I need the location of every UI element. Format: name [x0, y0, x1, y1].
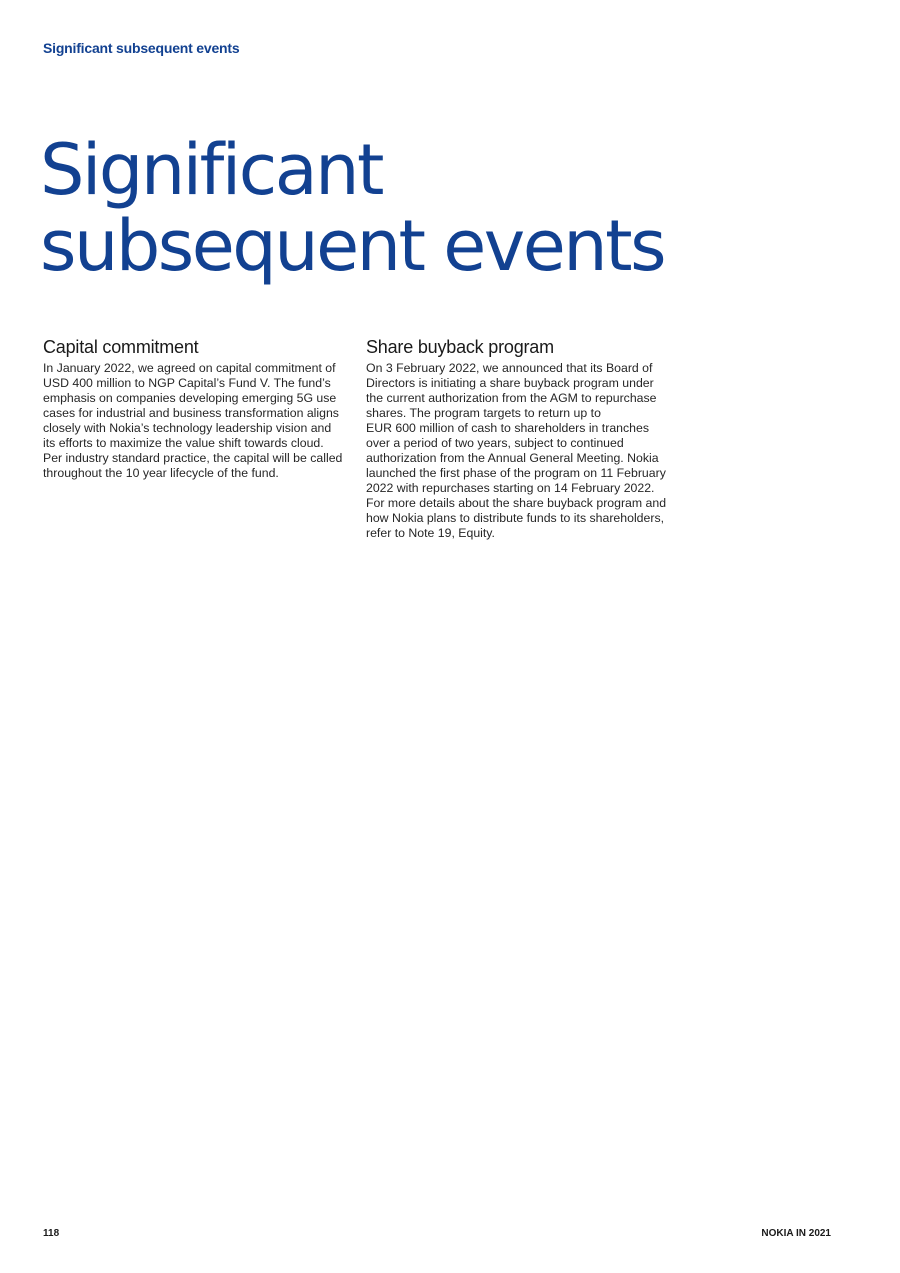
section-capital-commitment [43, 336, 348, 481]
running-header: Significant subsequent events [43, 40, 240, 56]
body-line: Per industry standard practice, the capital will be called [43, 451, 343, 465]
body-line: On 3 February 2022, we announced that its Board of [366, 361, 653, 375]
body-line: shares. The program targets to return up to [366, 406, 601, 420]
body-line: For more details about the share buyback program and [366, 496, 667, 510]
body-line: its efforts to maximize the value shift towards cloud. [43, 436, 324, 450]
body-line: EUR 600 million of cash to shareholders in tranches [366, 421, 649, 435]
body-line: launched the first phase of the program on 11 February [366, 466, 666, 480]
body-line: USD 400 million to NGP Capital’s Fund V. The fund’s [43, 376, 331, 390]
page-number: 118 [43, 1228, 60, 1239]
body-line: how Nokia plans to distribute funds to its shareholders, [366, 511, 665, 525]
section-heading: Capital commitment [43, 337, 199, 357]
body-line: over a period of two years, subject to continued [366, 436, 624, 450]
body-line: cases for industrial and business transformation aligns [43, 406, 339, 420]
page-title [40, 129, 740, 287]
body-line: closely with Nokia’s technology leadership vision and [43, 421, 332, 435]
body-line: In January 2022, we agreed on capital commitment of [43, 361, 336, 375]
page-title-line-2: subsequent events [40, 205, 665, 287]
body-line: Directors is initiating a share buyback program under [366, 376, 654, 390]
section-body [366, 361, 671, 541]
section-body [43, 361, 348, 481]
section-heading: Share buyback program [366, 337, 554, 357]
body-line: emphasis on companies developing emerging 5G use [43, 391, 337, 405]
body-line: authorization from the Annual General Meeting. Nokia [366, 451, 659, 465]
section-share-buyback-program [366, 336, 671, 541]
body-line: throughout the 10 year lifecycle of the fund. [43, 466, 279, 480]
page-title-line-1: Significant [40, 129, 382, 211]
body-line: the current authorization from the AGM to repurchase [366, 391, 657, 405]
footer-brand: NOKIA IN 2021 [761, 1228, 831, 1239]
body-line: 2022 with repurchases starting on 14 February 2022. [366, 481, 655, 495]
body-line: refer to Note 19, Equity. [366, 526, 495, 540]
